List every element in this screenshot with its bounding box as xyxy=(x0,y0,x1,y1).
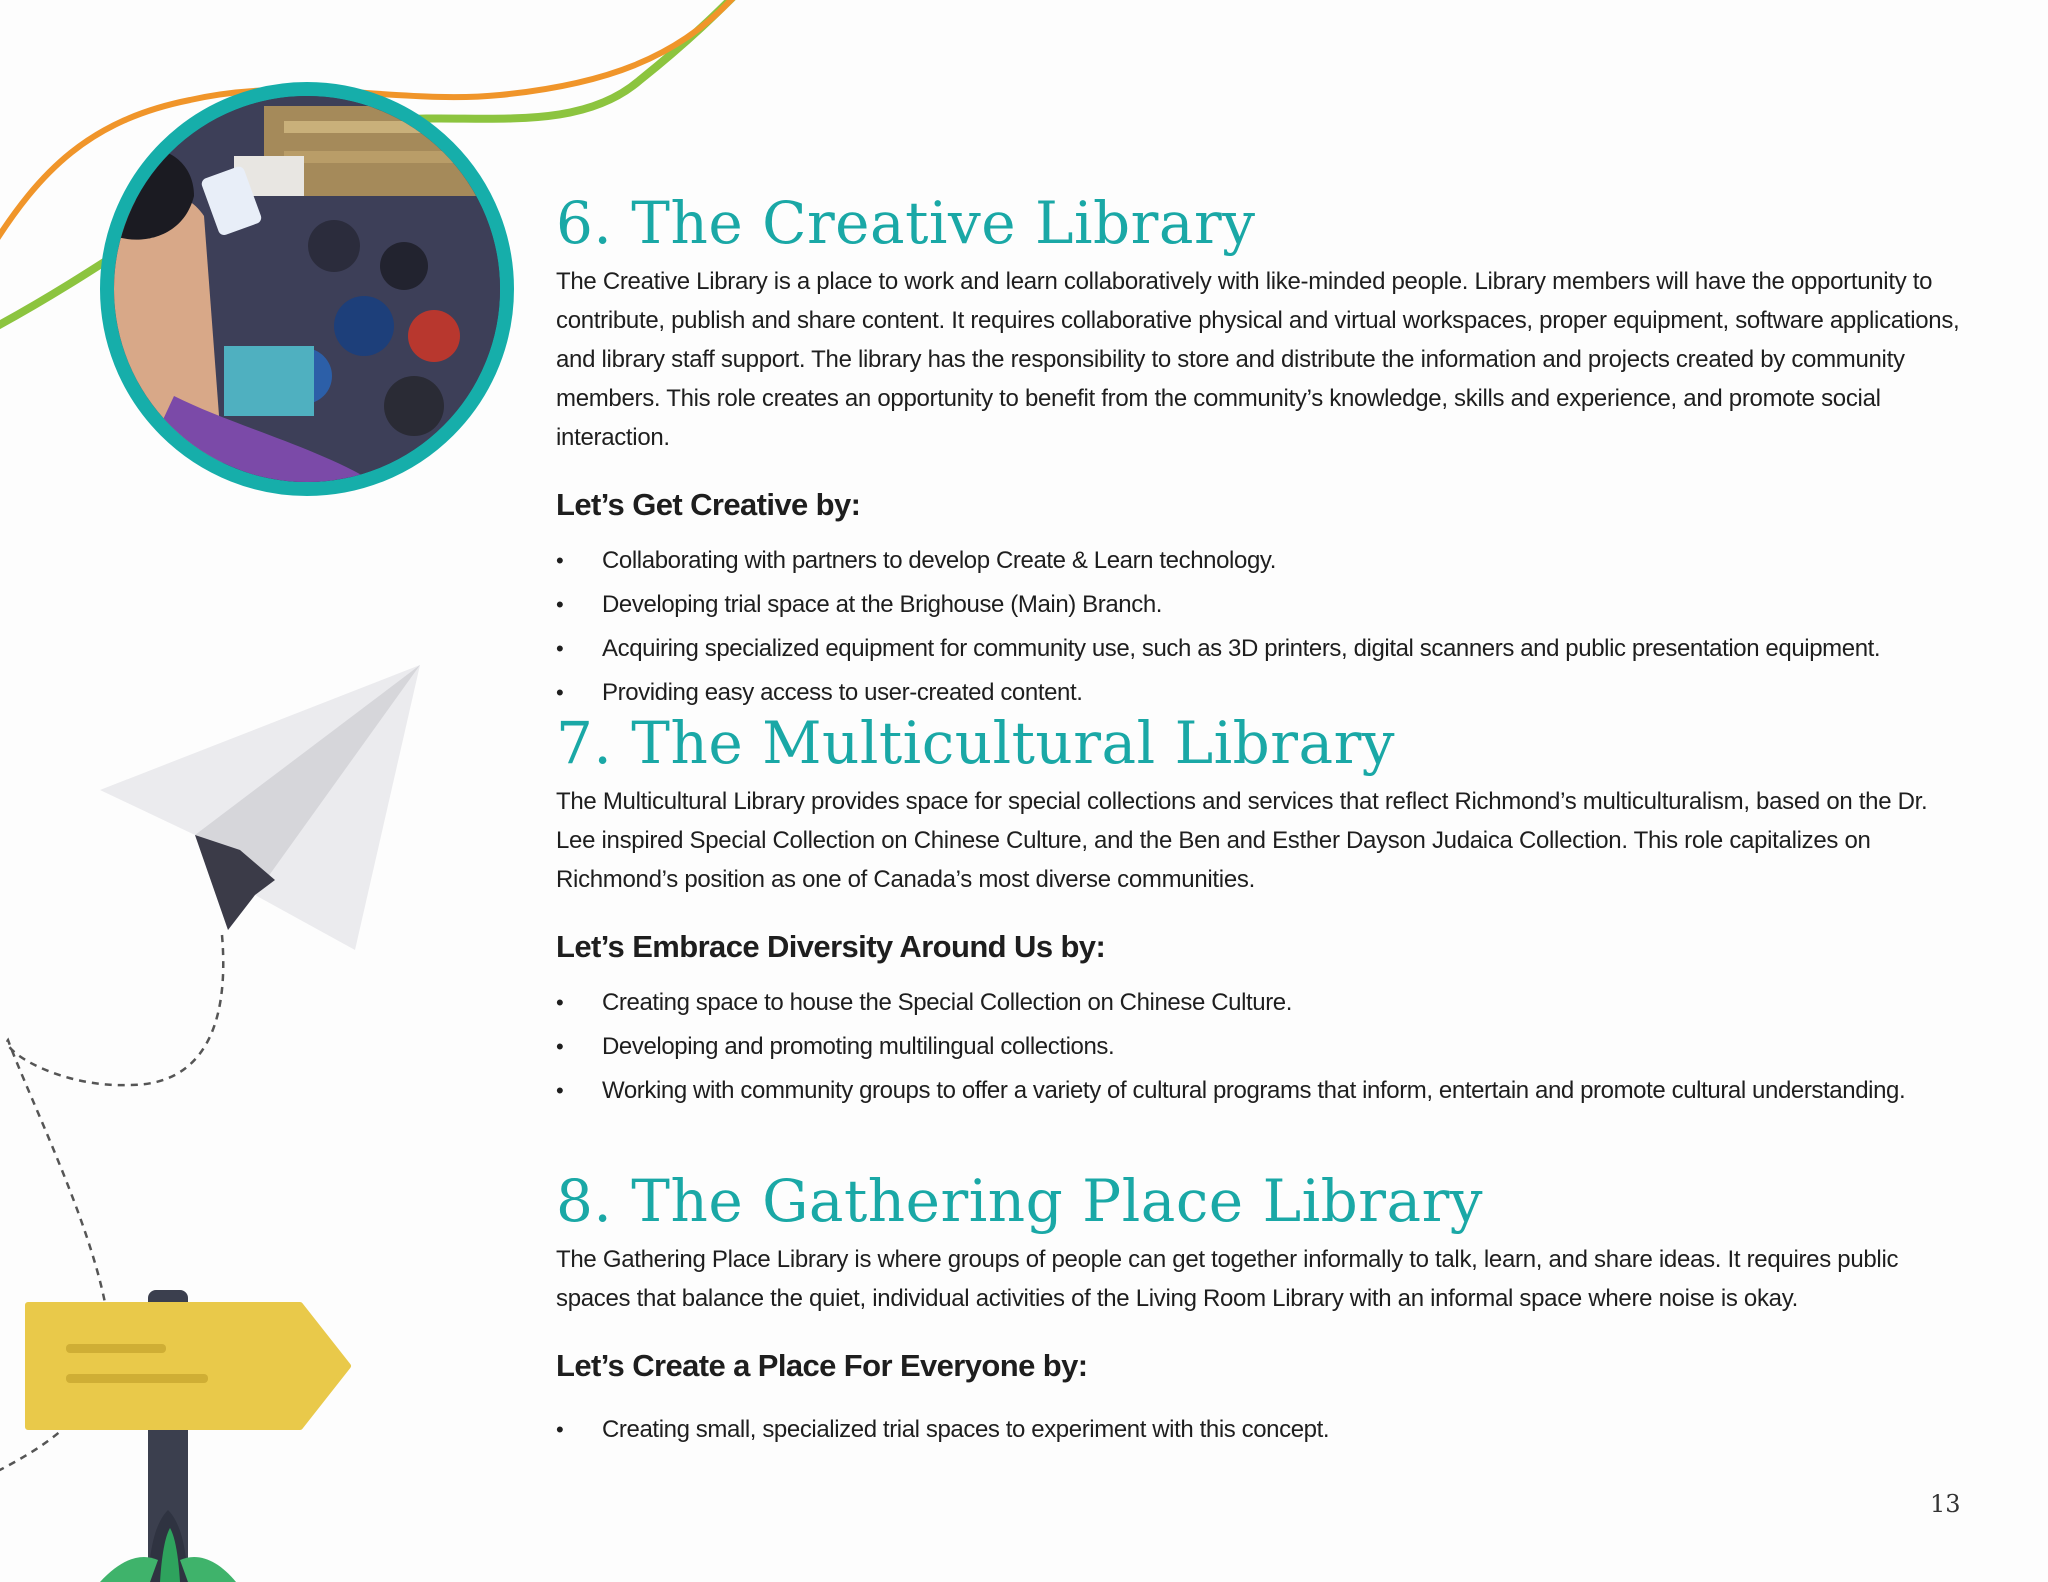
bullet-glyph: • xyxy=(556,1417,564,1442)
section-description: The Multicultural Library provides space for special collections and services that reflect Richmond’s multiculturalism, based on the Dr. Lee inspired Special Collection on Chinese Culture, and the Ben and Esther Dayson Judaica Collection. This role capitalizes on Richmond’s position as one of Canada’s most diverse communities. xyxy=(556,788,1928,893)
bullet-glyph: • xyxy=(556,636,564,661)
list-item xyxy=(556,583,1966,627)
section-gathering-place-library xyxy=(556,1166,1966,1452)
list-item-text: Developing trial space at the Brighouse (Main) Branch. xyxy=(602,591,1163,618)
bullet-list xyxy=(556,539,1966,715)
list-item xyxy=(556,1025,1966,1069)
bullet-glyph: • xyxy=(556,1078,564,1103)
list-item xyxy=(556,981,1966,1025)
bullet-list xyxy=(556,1408,1966,1452)
list-item xyxy=(556,539,1966,583)
section-subheading: Let’s Embrace Diversity Around Us by: xyxy=(556,929,1106,964)
bullet-glyph: • xyxy=(556,592,564,617)
section-subheading: Let’s Get Creative by: xyxy=(556,487,861,522)
section-subheading: Let’s Create a Place For Everyone by: xyxy=(556,1348,1088,1383)
list-item-text: Acquiring specialized equipment for community use, such as 3D printers, digital scanners and public presentation equipment. xyxy=(602,635,1881,662)
list-item xyxy=(556,1408,1966,1452)
bullet-glyph: • xyxy=(556,680,564,705)
section-creative-library xyxy=(556,188,1966,715)
section-description: The Gathering Place Library is where groups of people can get together informally to talk, learn, and share ideas. It requires public spaces that balance the quiet, individual activities of the Living Room Library with an informal space where noise is okay. xyxy=(556,1246,1899,1312)
list-item-text: Working with community groups to offer a variety of cultural programs that inform, entertain and promote cultural understanding. xyxy=(602,1077,1906,1104)
list-item-text: Developing and promoting multilingual collections. xyxy=(602,1033,1115,1060)
list-item xyxy=(556,1069,1966,1113)
bullet-glyph: • xyxy=(556,1034,564,1059)
page-number: 13 xyxy=(1930,1490,1961,1518)
section-description: The Creative Library is a place to work and learn collaboratively with like-minded people. Library members will have the opportunity to contribute, publish and share content. It requires collaborative physical and virtual workspaces, proper equipment, software applications, and library staff support. The library has the responsibility to store and distribute the information and projects created by community members. This role creates an opportunity to benefit from the community’s knowledge, skills and experience, and promote social interaction. xyxy=(556,268,1960,451)
list-item xyxy=(556,627,1966,671)
section-heading: 6. The Creative Library xyxy=(556,189,1256,257)
section-multicultural-library xyxy=(556,708,1966,1113)
bullet-glyph: • xyxy=(556,548,564,573)
list-item-text: Creating space to house the Special Collection on Chinese Culture. xyxy=(602,989,1293,1016)
bullet-glyph: • xyxy=(556,990,564,1015)
section-heading: 7. The Multicultural Library xyxy=(556,709,1396,777)
list-item-text: Creating small, specialized trial spaces to experiment with this concept. xyxy=(602,1416,1330,1443)
section-heading: 8. The Gathering Place Library xyxy=(556,1167,1484,1235)
bullet-list xyxy=(556,981,1966,1113)
list-item-text: Providing easy access to user-created content. xyxy=(602,679,1083,706)
list-item-text: Collaborating with partners to develop Create & Learn technology. xyxy=(602,547,1276,574)
